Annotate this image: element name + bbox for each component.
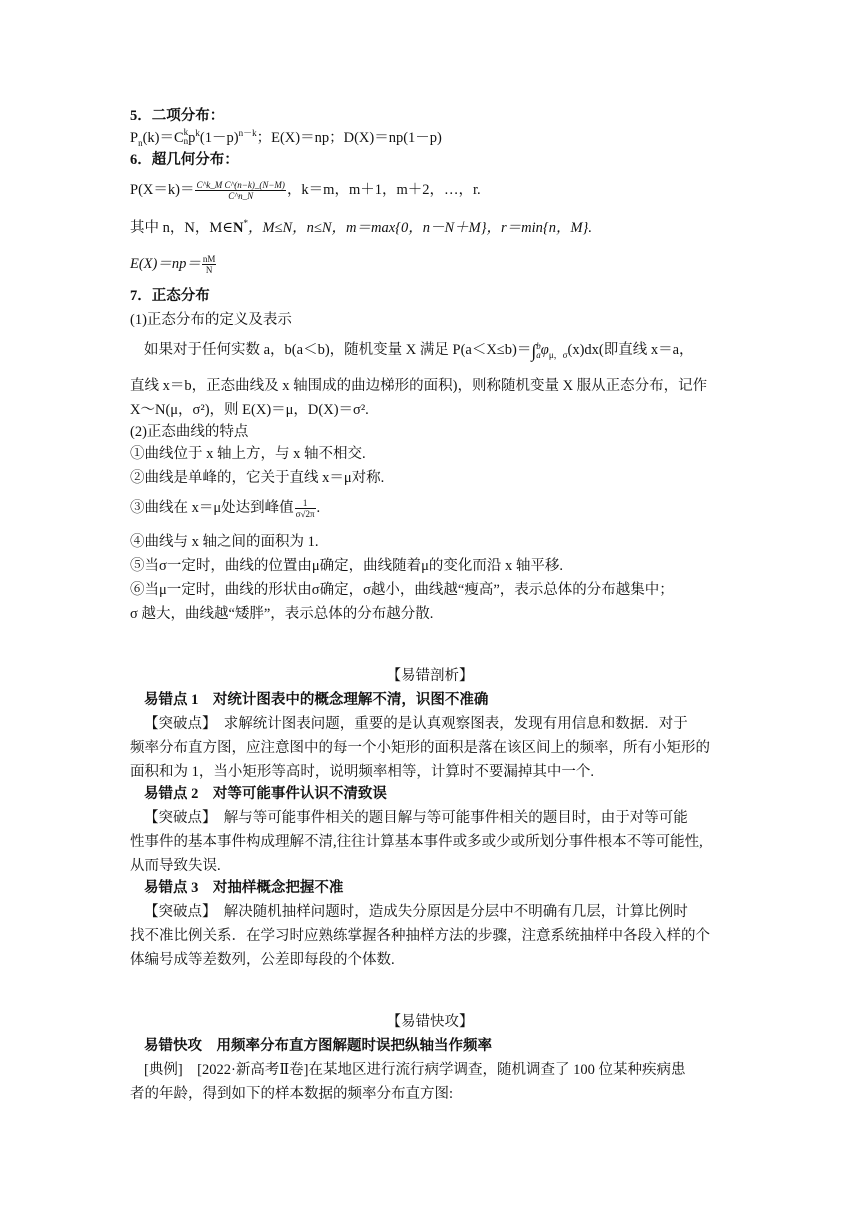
normal-definition-line-3: X～N(μ，σ²)，则 E(X)＝μ，D(X)＝σ². bbox=[130, 402, 369, 418]
binomial-formula: $P_n(k)=C$ k n $p^k(1-p)^{n-k}$；E(X)＝np；D(X)＝np(1－p) bbox=[130, 127, 442, 148]
curve-property-2: ②曲线是单峰的，它关于直线 x＝μ对称. bbox=[130, 470, 385, 486]
normal-definition-line-1: 如果对于任何实数 a，b(a＜b)，随机变量 X 满足 P(a＜X≤b)＝∫ b a $\varphi_{\mu,\sigma}(x)dx$(即直线 x＝a， bbox=[144, 341, 694, 361]
curve-property-1: ①曲线位于 x 轴上方，与 x 轴不相交. bbox=[130, 446, 366, 462]
error-point-1-title: 易错点 1 对统计图表中的概念理解不清，识图不准确 bbox=[144, 692, 489, 708]
quick-attack-title: 易错快攻 用频率分布直方图解题时误把纵轴当作频率 bbox=[144, 1038, 492, 1054]
example-line-2: 者的年龄，得到如下的样本数据的频率分布直方图: bbox=[130, 1086, 454, 1102]
curve-property-3: ③曲线在 x＝μ处达到峰值 $\frac{1}{\sigma√2\pi}$ . bbox=[130, 498, 321, 520]
pmf-fraction: $\frac{\text{C\textasciicircum{}k\_M C\textasciicircum{}(n−k)\_(N−M)}}{C\^{}n\_N}$ bbox=[196, 180, 285, 202]
subsection-7-1: (1)正态分布的定义及表示 bbox=[130, 312, 292, 328]
error-point-2-line-2: 性事件的基本事件构成理解不清,往往计算基本事件或多或少或所划分事件根本不等可能性, bbox=[130, 834, 703, 850]
curve-property-6b: σ 越大，曲线越“矮胖”，表示总体的分布越分散. bbox=[130, 606, 434, 622]
error-point-2-line-3: 从而导致失误. bbox=[130, 858, 221, 874]
error-point-3-line-3: 体编号成等差数列，公差即每段的个体数. bbox=[130, 952, 395, 968]
error-point-3-line-2: 找不准比例关系．在学习时应熟练掌握各种抽样方法的步骤，注意系统抽样中各段入样的个 bbox=[130, 928, 710, 944]
error-point-1-line-3: 面积和为 1，当小矩形等高时，说明频率相等，计算时不要漏掉其中一个. bbox=[130, 764, 594, 780]
hypergeometric-pmf: P(X＝k)＝ $\frac{\text{C\textasciicircum{}k\_M C\textasciicircum{}(n−k)\_(N−M)}}{C\^{}n\_N}$ ，k＝m，m＋1，m＋2，…，r. bbox=[130, 180, 481, 202]
curve-property-6a: ⑥当μ一定时，曲线的形状由σ确定，σ越小，曲线越“瘦高”，表示总体的分布越集中； bbox=[130, 582, 674, 598]
example-line-1: [典例] [2022·新高考Ⅱ卷]在某地区进行流行病学调查，随机调查了 100 位某种疾病患 bbox=[144, 1062, 686, 1078]
error-point-3-line-1: 【突破点】 解决随机抽样问题时，造成失分原因是分层中不明确有几层，计算比例时 bbox=[144, 904, 688, 920]
hypergeometric-expectation: E(X)＝np＝ $\frac{nM}{N}$ bbox=[130, 254, 216, 276]
error-point-1-line-1: 【突破点】 求解统计图表问题，重要的是认真观察图表，发现有用信息和数据．对于 bbox=[144, 716, 688, 732]
quick-attack-heading: 【易错快攻】 bbox=[386, 1014, 474, 1030]
section-6-title: 6．超几何分布： bbox=[130, 152, 239, 168]
error-point-1-line-2: 频率分布直方图，应注意图中的每一个小矩形的面积是落在该区间上的频率，所有小矩形的 bbox=[130, 740, 710, 756]
error-point-2-title: 易错点 2 对等可能事件认识不清致误 bbox=[144, 786, 387, 802]
subsection-7-2: (2)正态曲线的特点 bbox=[130, 424, 249, 440]
curve-property-4: ④曲线与 x 轴之间的面积为 1. bbox=[130, 534, 319, 550]
error-analysis-heading: 【易错剖析】 bbox=[386, 668, 474, 684]
error-point-2-line-1: 【突破点】 解与等可能事件相关的题目解与等可能事件相关的题目时，由于对等可能 bbox=[144, 810, 688, 826]
section-7-title: 7．正态分布 bbox=[130, 288, 210, 304]
curve-property-5: ⑤当σ一定时，曲线的位置由μ确定，曲线随着μ的变化而沿 x 轴平移. bbox=[130, 558, 563, 574]
error-point-3-title: 易错点 3 对抽样概念把握不准 bbox=[144, 880, 344, 896]
section-5-title: 5．二项分布： bbox=[130, 108, 225, 124]
hypergeometric-conditions: 其中 n，N，M∈N*，M≤N，n≤N，m＝max{0，n－N＋M}，r＝min{n，M}. bbox=[130, 218, 592, 236]
normal-definition-line-2: 直线 x＝b，正态曲线及 x 轴围成的曲边梯形的面积)，则称随机变量 X 服从正态分布，记作 bbox=[130, 378, 708, 394]
